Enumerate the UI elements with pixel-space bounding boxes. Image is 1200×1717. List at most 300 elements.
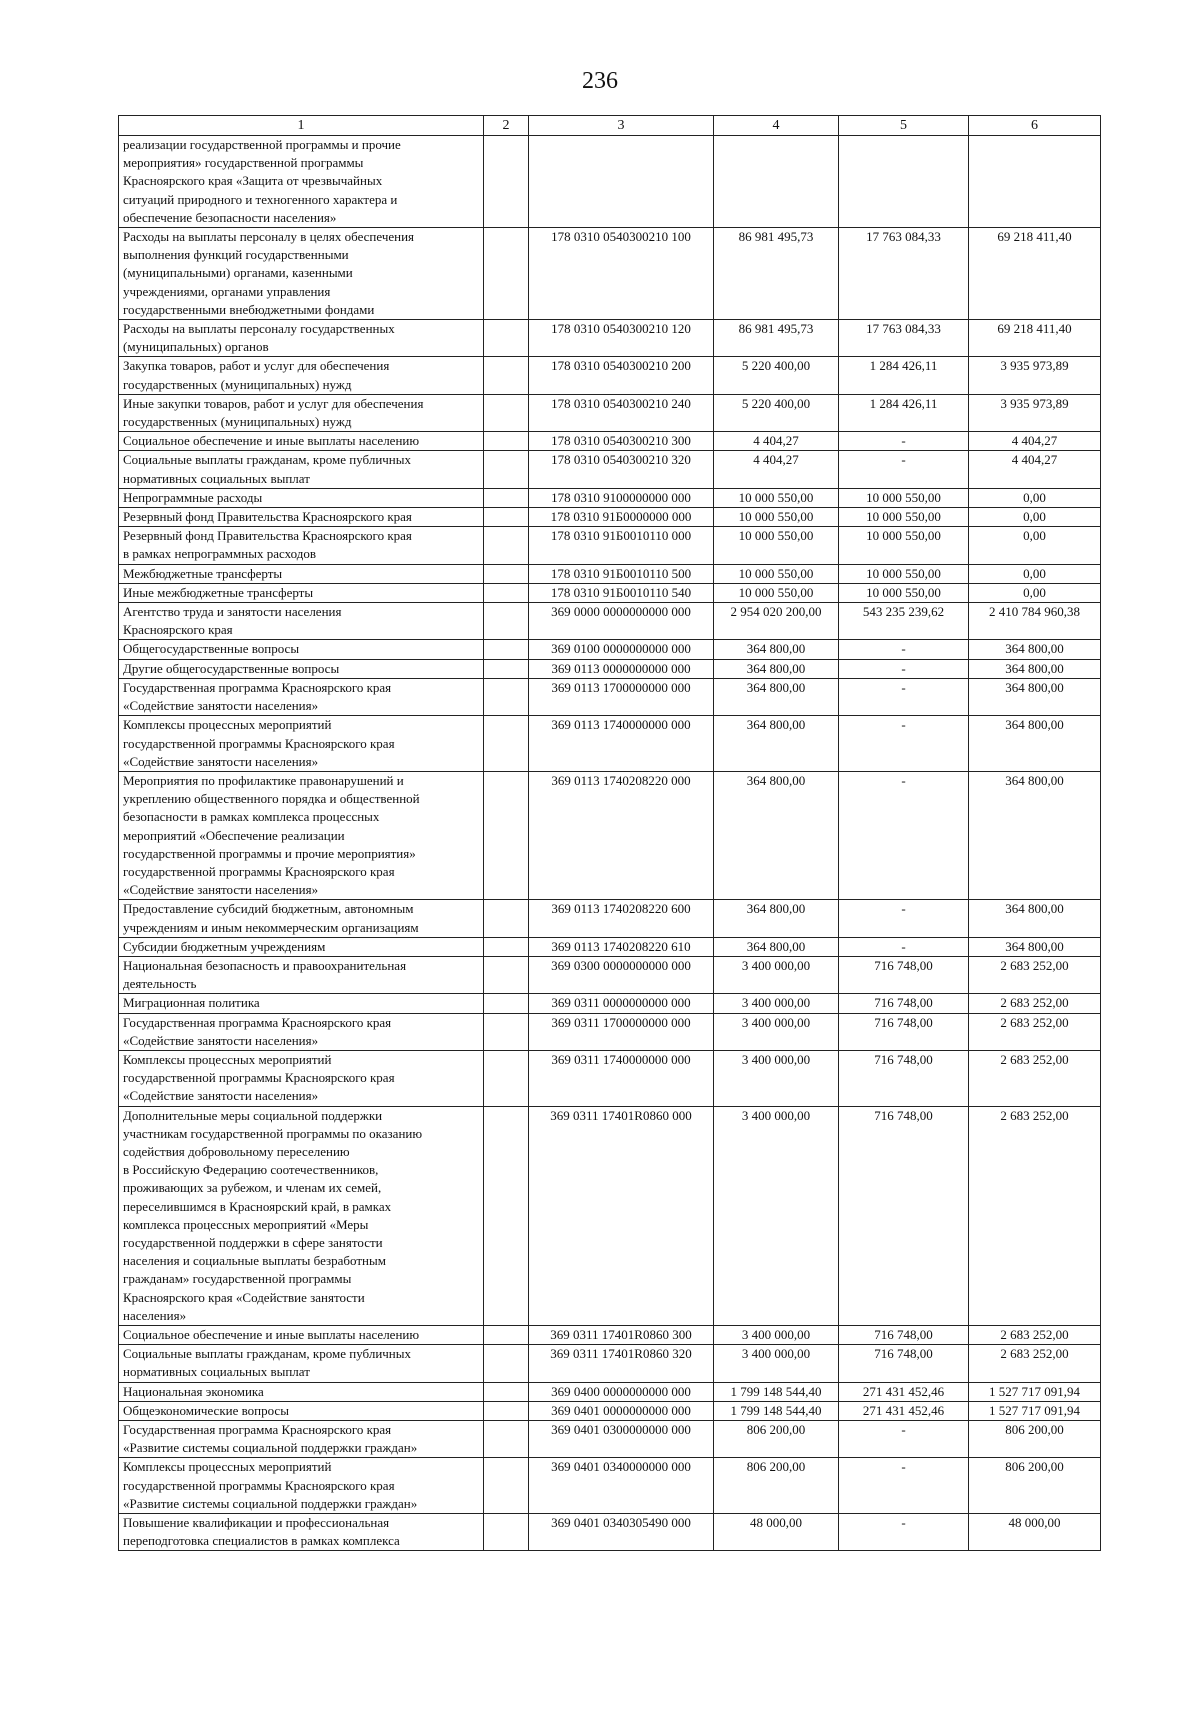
value-col-6: 1 527 717 091,94 bbox=[969, 1382, 1101, 1401]
column-2-cell bbox=[484, 1421, 529, 1458]
description-line: «Содействие занятости населения» bbox=[123, 1032, 319, 1048]
row-description bbox=[119, 1013, 484, 1050]
value-col-4: 86 981 495,73 bbox=[714, 228, 839, 320]
row-description bbox=[119, 357, 484, 394]
row-description bbox=[119, 994, 484, 1013]
value-col-5: 10 000 550,00 bbox=[839, 488, 969, 507]
description-line: Государственная программа Красноярского края bbox=[123, 1422, 392, 1438]
description-line: реализации государственной программы и прочие bbox=[123, 137, 401, 152]
description-line: государственной программы и прочие мероприятия» bbox=[123, 845, 416, 861]
description-line: проживающих за рубежом, и членам их семей, bbox=[123, 1180, 382, 1196]
description-line: Иные закупки товаров, работ и услуг для обеспечения bbox=[123, 395, 424, 411]
value-col-5: 1 284 426,11 bbox=[839, 357, 969, 394]
value-col-6: 69 218 411,40 bbox=[969, 320, 1101, 357]
description-line: содействия добровольному переселению bbox=[123, 1143, 350, 1159]
value-col-5: - bbox=[839, 937, 969, 956]
column-2-cell bbox=[484, 678, 529, 715]
description-line: Общеэкономические вопросы bbox=[123, 1402, 289, 1418]
value-col-5: 1 284 426,11 bbox=[839, 394, 969, 431]
table-row bbox=[119, 716, 1101, 772]
description-line: Непрограммные расходы bbox=[123, 489, 263, 505]
row-description bbox=[119, 1421, 484, 1458]
description-line: (муниципальными) органами, казенными bbox=[123, 265, 353, 281]
row-description bbox=[119, 1514, 484, 1551]
column-2-cell bbox=[484, 1382, 529, 1401]
table-row bbox=[119, 1421, 1101, 1458]
value-col-4: 5 220 400,00 bbox=[714, 357, 839, 394]
table-row bbox=[119, 900, 1101, 937]
value-col-6: 2 683 252,00 bbox=[969, 1050, 1101, 1106]
column-header: 5 bbox=[839, 116, 969, 136]
row-description bbox=[119, 228, 484, 320]
value-col-4: 364 800,00 bbox=[714, 937, 839, 956]
value-col-4: 3 400 000,00 bbox=[714, 1050, 839, 1106]
description-line: Иные межбюджетные трансферты bbox=[123, 584, 314, 600]
budget-code: 178 0310 91Б0000000 000 bbox=[529, 508, 714, 527]
column-2-cell bbox=[484, 527, 529, 564]
value-col-6: 4 404,27 bbox=[969, 432, 1101, 451]
description-line: Государственная программа Красноярского края bbox=[123, 679, 392, 695]
value-col-5: 716 748,00 bbox=[839, 1013, 969, 1050]
budget-code: 369 0311 0000000000 000 bbox=[529, 994, 714, 1013]
column-2-cell bbox=[484, 583, 529, 602]
value-col-5: 716 748,00 bbox=[839, 1345, 969, 1382]
description-line: нормативных социальных выплат bbox=[123, 470, 310, 486]
value-col-6: 2 683 252,00 bbox=[969, 1106, 1101, 1325]
value-col-6: 364 800,00 bbox=[969, 659, 1101, 678]
column-2-cell bbox=[484, 956, 529, 993]
column-2-cell bbox=[484, 432, 529, 451]
description-line: Мероприятия по профилактике правонарушений и bbox=[123, 772, 404, 788]
budget-code: 178 0310 0540300210 300 bbox=[529, 432, 714, 451]
budget-code: 369 0113 0000000000 000 bbox=[529, 659, 714, 678]
value-col-4: 5 220 400,00 bbox=[714, 394, 839, 431]
description-line: Социальное обеспечение и иные выплаты населению bbox=[123, 1327, 420, 1342]
row-description bbox=[119, 432, 484, 451]
value-col-5: - bbox=[839, 451, 969, 488]
value-col-5: 716 748,00 bbox=[839, 1326, 969, 1345]
description-line: «Содействие занятости населения» bbox=[123, 698, 319, 714]
row-description bbox=[119, 1106, 484, 1325]
value-col-6: 364 800,00 bbox=[969, 771, 1101, 899]
column-2-cell bbox=[484, 508, 529, 527]
column-2-cell bbox=[484, 1013, 529, 1050]
description-line: мероприятий «Обеспечение реализации bbox=[123, 827, 345, 843]
table-row bbox=[119, 228, 1101, 320]
description-line: выполнения функций государственными bbox=[123, 247, 349, 263]
description-line: гражданам» государственной программы bbox=[123, 1271, 352, 1287]
table-row bbox=[119, 583, 1101, 602]
value-col-6: 48 000,00 bbox=[969, 1514, 1101, 1551]
value-col-4: 364 800,00 bbox=[714, 659, 839, 678]
value-col-5: - bbox=[839, 659, 969, 678]
column-2-cell bbox=[484, 1345, 529, 1382]
value-col-6: 1 527 717 091,94 bbox=[969, 1401, 1101, 1420]
value-col-4 bbox=[714, 136, 839, 228]
value-col-4: 364 800,00 bbox=[714, 640, 839, 659]
table-header-row bbox=[119, 116, 1101, 136]
value-col-5: 10 000 550,00 bbox=[839, 583, 969, 602]
value-col-4: 364 800,00 bbox=[714, 678, 839, 715]
column-header: 2 bbox=[484, 116, 529, 136]
column-2-cell bbox=[484, 451, 529, 488]
value-col-5: 10 000 550,00 bbox=[839, 527, 969, 564]
column-2-cell bbox=[484, 994, 529, 1013]
description-line: государственной программы Красноярского края bbox=[123, 1477, 395, 1493]
value-col-4: 4 404,27 bbox=[714, 451, 839, 488]
table-row bbox=[119, 1382, 1101, 1401]
value-col-6 bbox=[969, 136, 1101, 228]
budget-table bbox=[118, 115, 1101, 1551]
value-col-6: 0,00 bbox=[969, 564, 1101, 583]
description-line: Резервный фонд Правительства Красноярского края bbox=[123, 528, 412, 544]
description-line: учреждениями, органами управления bbox=[123, 283, 331, 299]
value-col-5: - bbox=[839, 678, 969, 715]
description-line: Красноярского края bbox=[123, 622, 233, 638]
table-row bbox=[119, 603, 1101, 640]
description-line: Национальная экономика bbox=[123, 1383, 264, 1399]
budget-code: 369 0113 1740208220 610 bbox=[529, 937, 714, 956]
column-header: 1 bbox=[119, 116, 484, 136]
description-line: Повышение квалификации и профессиональная bbox=[123, 1515, 390, 1531]
value-col-4: 4 404,27 bbox=[714, 432, 839, 451]
value-col-4: 10 000 550,00 bbox=[714, 508, 839, 527]
budget-code: 178 0310 0540300210 320 bbox=[529, 451, 714, 488]
page-number: 236 bbox=[582, 68, 618, 94]
budget-code: 369 0311 1700000000 000 bbox=[529, 1013, 714, 1050]
description-line: Другие общегосударственные вопросы bbox=[123, 660, 340, 676]
table-row bbox=[119, 488, 1101, 507]
budget-code: 369 0401 0300000000 000 bbox=[529, 1421, 714, 1458]
description-line: участникам государственной программы по оказанию bbox=[123, 1125, 423, 1141]
value-col-5 bbox=[839, 136, 969, 228]
description-line: комплекса процессных мероприятий «Меры bbox=[123, 1216, 369, 1232]
budget-code: 369 0401 0340000000 000 bbox=[529, 1458, 714, 1514]
value-col-5: 10 000 550,00 bbox=[839, 508, 969, 527]
column-2-cell bbox=[484, 1401, 529, 1420]
description-line: государственных (муниципальных) нужд bbox=[123, 414, 352, 430]
column-header: 4 bbox=[714, 116, 839, 136]
column-2-cell bbox=[484, 1106, 529, 1325]
value-col-6: 2 683 252,00 bbox=[969, 1013, 1101, 1050]
description-line: населения» bbox=[123, 1307, 187, 1323]
budget-code: 369 0113 1700000000 000 bbox=[529, 678, 714, 715]
description-line: Социальные выплаты гражданам, кроме публичных bbox=[123, 452, 411, 468]
value-col-6: 3 935 973,89 bbox=[969, 394, 1101, 431]
description-line: укреплению общественного порядка и общественной bbox=[123, 791, 420, 807]
budget-code: 178 0310 0540300210 200 bbox=[529, 357, 714, 394]
table-row bbox=[119, 956, 1101, 993]
table-row bbox=[119, 640, 1101, 659]
description-line: Комплексы процессных мероприятий bbox=[123, 1051, 332, 1067]
value-col-5: - bbox=[839, 716, 969, 772]
row-description bbox=[119, 1050, 484, 1106]
value-col-6: 806 200,00 bbox=[969, 1458, 1101, 1514]
table-row bbox=[119, 451, 1101, 488]
column-2-cell bbox=[484, 1514, 529, 1551]
table-row bbox=[119, 432, 1101, 451]
value-col-4: 806 200,00 bbox=[714, 1421, 839, 1458]
value-col-4: 1 799 148 544,40 bbox=[714, 1401, 839, 1420]
budget-code: 369 0113 1740208220 000 bbox=[529, 771, 714, 899]
table-row bbox=[119, 508, 1101, 527]
description-line: Комплексы процессных мероприятий bbox=[123, 1459, 332, 1475]
row-description bbox=[119, 603, 484, 640]
column-2-cell bbox=[484, 640, 529, 659]
description-line: переподготовка специалистов в рамках комплекса bbox=[123, 1533, 400, 1549]
table-row bbox=[119, 1401, 1101, 1420]
row-description bbox=[119, 937, 484, 956]
value-col-5: 271 431 452,46 bbox=[839, 1382, 969, 1401]
row-description bbox=[119, 1345, 484, 1382]
description-line: Расходы на выплаты персоналу государственных bbox=[123, 321, 395, 337]
table-row bbox=[119, 1514, 1101, 1551]
budget-code: 178 0310 91Б0010110 500 bbox=[529, 564, 714, 583]
row-description bbox=[119, 1382, 484, 1401]
description-line: Субсидии бюджетным учреждениям bbox=[123, 938, 326, 954]
budget-code: 178 0310 0540300210 120 bbox=[529, 320, 714, 357]
column-header: 3 bbox=[529, 116, 714, 136]
value-col-4: 10 000 550,00 bbox=[714, 583, 839, 602]
value-col-6: 0,00 bbox=[969, 488, 1101, 507]
value-col-6: 4 404,27 bbox=[969, 451, 1101, 488]
description-line: в рамках непрограммных расходов bbox=[123, 546, 316, 562]
row-description bbox=[119, 678, 484, 715]
column-2-cell bbox=[484, 900, 529, 937]
row-description bbox=[119, 583, 484, 602]
value-col-4: 2 954 020 200,00 bbox=[714, 603, 839, 640]
description-line: Агентство труда и занятости населения bbox=[123, 604, 342, 620]
column-2-cell bbox=[484, 1050, 529, 1106]
description-line: населения и социальные выплаты безработным bbox=[123, 1253, 386, 1269]
value-col-5: 716 748,00 bbox=[839, 994, 969, 1013]
table-row bbox=[119, 771, 1101, 899]
value-col-4: 364 800,00 bbox=[714, 771, 839, 899]
value-col-6: 364 800,00 bbox=[969, 678, 1101, 715]
budget-code: 369 0000 0000000000 000 bbox=[529, 603, 714, 640]
value-col-5: 543 235 239,62 bbox=[839, 603, 969, 640]
value-col-4: 364 800,00 bbox=[714, 900, 839, 937]
row-description bbox=[119, 1401, 484, 1420]
column-2-cell bbox=[484, 659, 529, 678]
budget-code: 369 0311 1740000000 000 bbox=[529, 1050, 714, 1106]
value-col-6: 2 683 252,00 bbox=[969, 1345, 1101, 1382]
description-line: государственной программы Красноярского края bbox=[123, 735, 395, 751]
value-col-6: 3 935 973,89 bbox=[969, 357, 1101, 394]
column-2-cell bbox=[484, 771, 529, 899]
column-2-cell bbox=[484, 357, 529, 394]
description-line: Красноярского края «Защита от чрезвычайных bbox=[123, 173, 383, 189]
description-line: Расходы на выплаты персоналу в целях обеспечения bbox=[123, 229, 415, 245]
budget-code: 178 0310 91Б0010110 540 bbox=[529, 583, 714, 602]
description-line: переселившимся в Красноярский край, в рамках bbox=[123, 1198, 392, 1214]
description-line: «Развитие системы социальной поддержки граждан» bbox=[123, 1495, 418, 1511]
row-description bbox=[119, 771, 484, 899]
value-col-4: 3 400 000,00 bbox=[714, 1345, 839, 1382]
value-col-6: 69 218 411,40 bbox=[969, 228, 1101, 320]
description-line: государственной программы Красноярского края bbox=[123, 1070, 395, 1086]
budget-code: 369 0311 17401R0860 000 bbox=[529, 1106, 714, 1325]
budget-code: 369 0113 1740000000 000 bbox=[529, 716, 714, 772]
row-description bbox=[119, 508, 484, 527]
description-line: Межбюджетные трансферты bbox=[123, 565, 283, 581]
row-description bbox=[119, 451, 484, 488]
row-description bbox=[119, 488, 484, 507]
description-line: государственной поддержки в сфере занятости bbox=[123, 1234, 383, 1250]
budget-code: 369 0311 17401R0860 300 bbox=[529, 1326, 714, 1345]
value-col-5: - bbox=[839, 1514, 969, 1551]
column-2-cell bbox=[484, 564, 529, 583]
value-col-5: - bbox=[839, 771, 969, 899]
description-line: Резервный фонд Правительства Красноярского края bbox=[123, 509, 412, 525]
value-col-6: 806 200,00 bbox=[969, 1421, 1101, 1458]
description-line: учреждениям и иным некоммерческим организациям bbox=[123, 919, 419, 935]
column-header: 6 bbox=[969, 116, 1101, 136]
value-col-5: 17 763 084,33 bbox=[839, 320, 969, 357]
row-description bbox=[119, 136, 484, 228]
description-line: обеспечение безопасности населения» bbox=[123, 209, 337, 225]
description-line: Общегосударственные вопросы bbox=[123, 641, 300, 657]
description-line: деятельность bbox=[123, 976, 197, 992]
table-row bbox=[119, 136, 1101, 228]
description-line: государственными внебюджетными фондами bbox=[123, 301, 375, 317]
value-col-4: 10 000 550,00 bbox=[714, 564, 839, 583]
budget-code: 369 0100 0000000000 000 bbox=[529, 640, 714, 659]
value-col-4: 48 000,00 bbox=[714, 1514, 839, 1551]
value-col-6: 364 800,00 bbox=[969, 716, 1101, 772]
value-col-6: 0,00 bbox=[969, 527, 1101, 564]
value-col-4: 364 800,00 bbox=[714, 716, 839, 772]
column-2-cell bbox=[484, 937, 529, 956]
description-line: нормативных социальных выплат bbox=[123, 1364, 310, 1380]
column-2-cell bbox=[484, 1458, 529, 1514]
value-col-5: - bbox=[839, 640, 969, 659]
table-row bbox=[119, 527, 1101, 564]
description-line: государственных (муниципальных) нужд bbox=[123, 376, 352, 392]
value-col-6: 2 683 252,00 bbox=[969, 1326, 1101, 1345]
column-2-cell bbox=[484, 1326, 529, 1345]
value-col-4: 10 000 550,00 bbox=[714, 488, 839, 507]
description-line: государственной программы Красноярского края bbox=[123, 863, 395, 879]
table-row bbox=[119, 994, 1101, 1013]
table-row bbox=[119, 1050, 1101, 1106]
budget-code: 369 0113 1740208220 600 bbox=[529, 900, 714, 937]
value-col-6: 0,00 bbox=[969, 583, 1101, 602]
value-col-4: 3 400 000,00 bbox=[714, 1013, 839, 1050]
value-col-5: 716 748,00 bbox=[839, 1050, 969, 1106]
table-row bbox=[119, 659, 1101, 678]
description-line: Предоставление субсидий бюджетным, автономным bbox=[123, 901, 414, 917]
value-col-5: 716 748,00 bbox=[839, 1106, 969, 1325]
description-line: «Содействие занятости населения» bbox=[123, 1088, 319, 1104]
value-col-4: 3 400 000,00 bbox=[714, 1326, 839, 1345]
table-row bbox=[119, 678, 1101, 715]
value-col-4: 3 400 000,00 bbox=[714, 1106, 839, 1325]
row-description bbox=[119, 394, 484, 431]
column-2-cell bbox=[484, 716, 529, 772]
value-col-6: 2 683 252,00 bbox=[969, 994, 1101, 1013]
table-row bbox=[119, 394, 1101, 431]
budget-code: 369 0300 0000000000 000 bbox=[529, 956, 714, 993]
row-description bbox=[119, 320, 484, 357]
column-2-cell bbox=[484, 136, 529, 228]
budget-code: 178 0310 0540300210 240 bbox=[529, 394, 714, 431]
value-col-4: 806 200,00 bbox=[714, 1458, 839, 1514]
value-col-4: 1 799 148 544,40 bbox=[714, 1382, 839, 1401]
value-col-5: 271 431 452,46 bbox=[839, 1401, 969, 1420]
description-line: «Содействие занятости населения» bbox=[123, 882, 319, 898]
column-2-cell bbox=[484, 488, 529, 507]
row-description bbox=[119, 1458, 484, 1514]
description-line: (муниципальных) органов bbox=[123, 339, 269, 355]
description-line: Комплексы процессных мероприятий bbox=[123, 717, 332, 733]
value-col-5: 716 748,00 bbox=[839, 956, 969, 993]
value-col-6: 364 800,00 bbox=[969, 640, 1101, 659]
description-line: «Развитие системы социальной поддержки граждан» bbox=[123, 1440, 418, 1456]
budget-code: 178 0310 91Б0010110 000 bbox=[529, 527, 714, 564]
description-line: Государственная программа Красноярского края bbox=[123, 1014, 392, 1030]
table-row bbox=[119, 1345, 1101, 1382]
value-col-6: 364 800,00 bbox=[969, 900, 1101, 937]
table-row bbox=[119, 1326, 1101, 1345]
description-line: в Российскую Федерацию соотечественников, bbox=[123, 1162, 379, 1178]
value-col-5: 17 763 084,33 bbox=[839, 228, 969, 320]
row-description bbox=[119, 1326, 484, 1345]
description-line: мероприятия» государственной программы bbox=[123, 155, 364, 171]
budget-code: 178 0310 0540300210 100 bbox=[529, 228, 714, 320]
table-row bbox=[119, 1013, 1101, 1050]
description-line: Дополнительные меры социальной поддержки bbox=[123, 1107, 383, 1123]
column-2-cell bbox=[484, 320, 529, 357]
row-description bbox=[119, 659, 484, 678]
column-2-cell bbox=[484, 394, 529, 431]
table-row bbox=[119, 1458, 1101, 1514]
description-line: Социальные выплаты гражданам, кроме публичных bbox=[123, 1346, 411, 1362]
value-col-5: - bbox=[839, 900, 969, 937]
table-row bbox=[119, 1106, 1101, 1325]
description-line: ситуаций природного и техногенного характера и bbox=[123, 191, 398, 207]
value-col-4: 10 000 550,00 bbox=[714, 527, 839, 564]
description-line: Красноярского края «Содействие занятости bbox=[123, 1289, 365, 1305]
description-line: Закупка товаров, работ и услуг для обеспечения bbox=[123, 358, 390, 374]
value-col-6: 364 800,00 bbox=[969, 937, 1101, 956]
column-2-cell bbox=[484, 228, 529, 320]
budget-code: 369 0400 0000000000 000 bbox=[529, 1382, 714, 1401]
table-row bbox=[119, 320, 1101, 357]
value-col-4: 3 400 000,00 bbox=[714, 994, 839, 1013]
table-row bbox=[119, 564, 1101, 583]
value-col-5: 10 000 550,00 bbox=[839, 564, 969, 583]
value-col-6: 2 410 784 960,38 bbox=[969, 603, 1101, 640]
value-col-5: - bbox=[839, 1421, 969, 1458]
value-col-5: - bbox=[839, 1458, 969, 1514]
row-description bbox=[119, 527, 484, 564]
value-col-6: 2 683 252,00 bbox=[969, 956, 1101, 993]
row-description bbox=[119, 956, 484, 993]
row-description bbox=[119, 900, 484, 937]
budget-code: 369 0401 0000000000 000 bbox=[529, 1401, 714, 1420]
budget-code bbox=[529, 136, 714, 228]
budget-code: 178 0310 9100000000 000 bbox=[529, 488, 714, 507]
value-col-4: 3 400 000,00 bbox=[714, 956, 839, 993]
row-description bbox=[119, 564, 484, 583]
table-row bbox=[119, 357, 1101, 394]
row-description bbox=[119, 716, 484, 772]
value-col-4: 86 981 495,73 bbox=[714, 320, 839, 357]
column-2-cell bbox=[484, 603, 529, 640]
description-line: безопасности в рамках комплекса процессных bbox=[123, 809, 380, 825]
description-line: Миграционная политика bbox=[123, 995, 260, 1011]
